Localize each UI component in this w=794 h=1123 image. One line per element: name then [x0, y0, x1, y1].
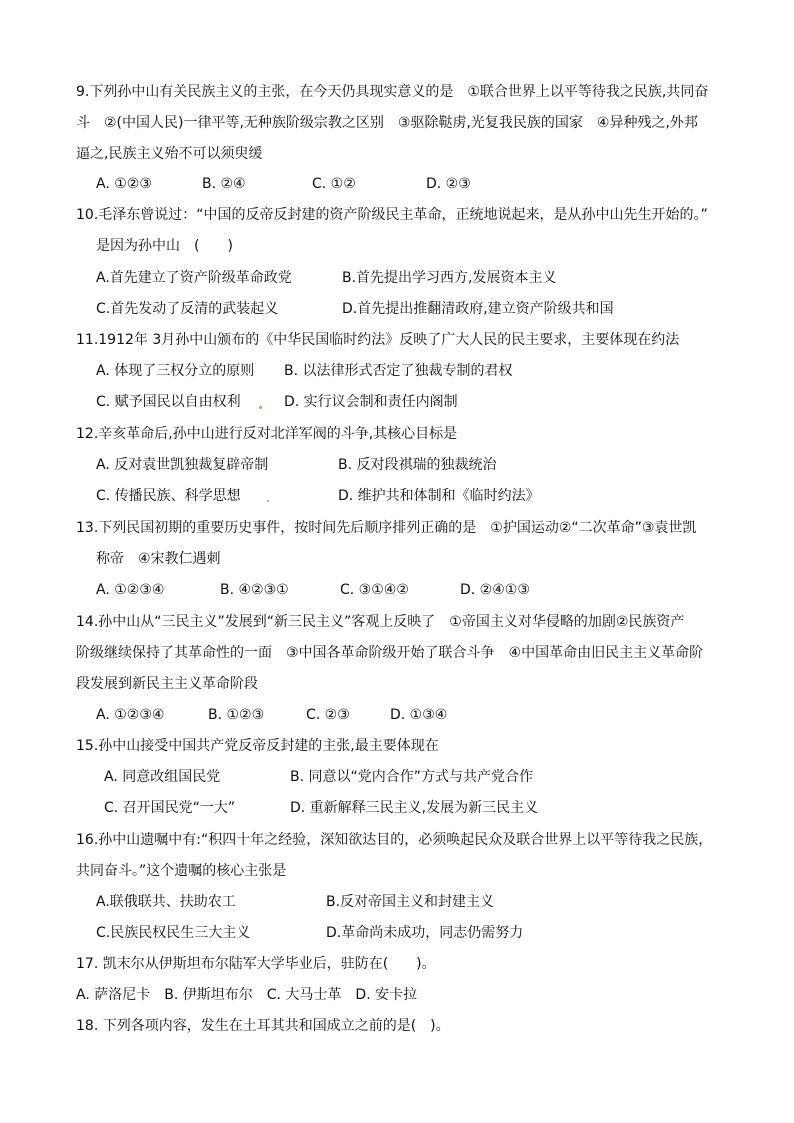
question-text: 9.下列孙中山有关民族主义的主张，在今天仍具现实意义的是 ①联合世界上以平等待我之民族,共同奋: [76, 84, 709, 100]
question-text: 10.毛泽东曾说过：“中国的反帝反封建的资产阶级民主革命，正统地说起来，是从孙中山先生开始的。”: [76, 207, 708, 223]
question-10-options-row-2: [96, 299, 716, 319]
option-d: D. ②③: [426, 176, 471, 192]
option-b: B.反对帝国主义和封建主义: [326, 894, 495, 910]
question-text: 共同奋斗。”这个遗嘱的核心主张是: [76, 863, 287, 879]
option-c: C. 召开国民党“一大”: [104, 800, 236, 816]
question-text: 是因为孙中山 ( ): [96, 238, 233, 254]
option-d: D. ①③④: [390, 707, 448, 723]
question-text: 逼之,民族主义殆不可以须臾缓: [76, 146, 263, 162]
question-text: 12.辛亥革命后,孙中山进行反对北洋军阀的斗争,其核心目标是: [76, 426, 458, 442]
stray-mark: [267, 500, 269, 502]
option-c: C. 赋予国民以自由权利: [96, 394, 241, 410]
question-13-options: [96, 580, 716, 600]
question-text: 阶级继续保持了其革命性的一面 ③中国各革命阶级开始了联合斗争 ④中国革命由旧民主主义革命阶: [76, 645, 704, 661]
question-10-options-row-1: [96, 268, 716, 288]
option-c: C. ①②: [312, 176, 356, 192]
option-a: A. 反对袁世凯独裁复辟帝制: [96, 457, 269, 473]
question-text: 14.孙中山从“三民主义”发展到“新三民主义”客观上反映了 ①帝国主义对华侵略的加剧②民族资产: [76, 614, 685, 630]
option-d: D.革命尚未成功，同志仍需努力: [326, 925, 524, 941]
option-d: D. ②④①③: [460, 582, 530, 598]
question-14-options: [96, 705, 716, 725]
option-b: B. 以法律形式否定了独裁专制的君权: [284, 363, 513, 379]
option-c: C.首先发动了反清的武装起义: [96, 301, 279, 317]
question-text: 15.孙中山接受中国共产党反帝反封建的主张,最主要体现在: [76, 738, 439, 754]
option-b: B. ①②③: [208, 707, 265, 723]
question-text: 11.1912年 3月孙中山颁布的《中华民国临时约法》反映了广大人民的民主要求，主要体现在约法: [76, 332, 680, 348]
option-b: B. 同意以“党内合作”方式与共产党合作: [290, 769, 534, 785]
option-a: A. 同意改组国民党: [104, 769, 221, 785]
question-text: 13.下列民国初期的重要历史事件，按时间先后顺序排列正确的是 ①护国运动②“二次革命”③袁世凯: [76, 520, 697, 536]
option-b: B. 反对段祺瑞的独裁统治: [338, 457, 497, 473]
question-text: 斗 ②(中国人民)一律平等,无种族阶级宗教之区别 ③驱除鞑虏,光复我民族的国家 ④异种残之,外邦: [76, 115, 698, 131]
option-a: A. ①②③: [96, 176, 152, 192]
question-text: 17. 凯末尔从伊斯坦布尔陆军大学毕业后，驻防在( )。: [76, 956, 436, 972]
question-15-options-row-2: [104, 798, 724, 818]
question-9-options: [96, 174, 696, 194]
option-c: C. ③①④②: [340, 582, 409, 598]
question-16-options-row-1: [96, 892, 716, 912]
option-d: D. 实行议会制和责任内阁制: [284, 394, 458, 410]
question-16-options-row-2: [96, 923, 716, 943]
option-b: B.首先提出学习西方,发展资本主义: [342, 270, 557, 286]
question-text: 16.孙中山遗嘱中有:“积四十年之经验，深知欲达目的，必须唤起民众及联合世界上以平等待我之民族，: [76, 832, 713, 848]
question-12-options-row-2: [96, 486, 716, 506]
option-b: B. ②④: [202, 176, 246, 192]
option-a: A.联俄联共、扶助农工: [96, 894, 236, 910]
option-c: C.民族民权民生三大主义: [96, 925, 251, 941]
question-11-options-row-2: [96, 392, 716, 412]
question-12-options-row-1: [96, 455, 716, 475]
question-text: 18. 下列各项内容，发生在土耳其共和国成立之前的是( )。: [76, 1018, 450, 1034]
option-a: A. ①②③④: [96, 707, 165, 723]
option-d: D. 重新解释三民主义,发展为新三民主义: [290, 800, 539, 816]
option-a: A. ①②③④: [96, 582, 165, 598]
option-c: C. 传播民族、科学思想: [96, 488, 241, 504]
option-b: B. ④②③①: [220, 582, 289, 598]
option-a: A. 体现了三权分立的原则: [96, 363, 255, 379]
question-text: 称帝 ④宋教仁遇刺: [96, 551, 221, 567]
option-d: D.首先提出推翻清政府,建立资产阶级共和国: [342, 301, 614, 317]
option-d: D. 维护共和体制和《临时约法》: [338, 488, 540, 504]
question-text: 段发展到新民主主义革命阶段: [76, 676, 258, 692]
question-15-options-row-1: [104, 767, 724, 787]
stray-mark: [259, 406, 262, 409]
option-a: A.首先建立了资产阶级革命政党: [96, 270, 292, 286]
question-11-options-row-1: [96, 361, 716, 381]
options-text: A. 萨洛尼卡 B. 伊斯坦布尔 C. 大马士革 D. 安卡拉: [76, 987, 418, 1003]
option-c: C. ②③: [306, 707, 350, 723]
